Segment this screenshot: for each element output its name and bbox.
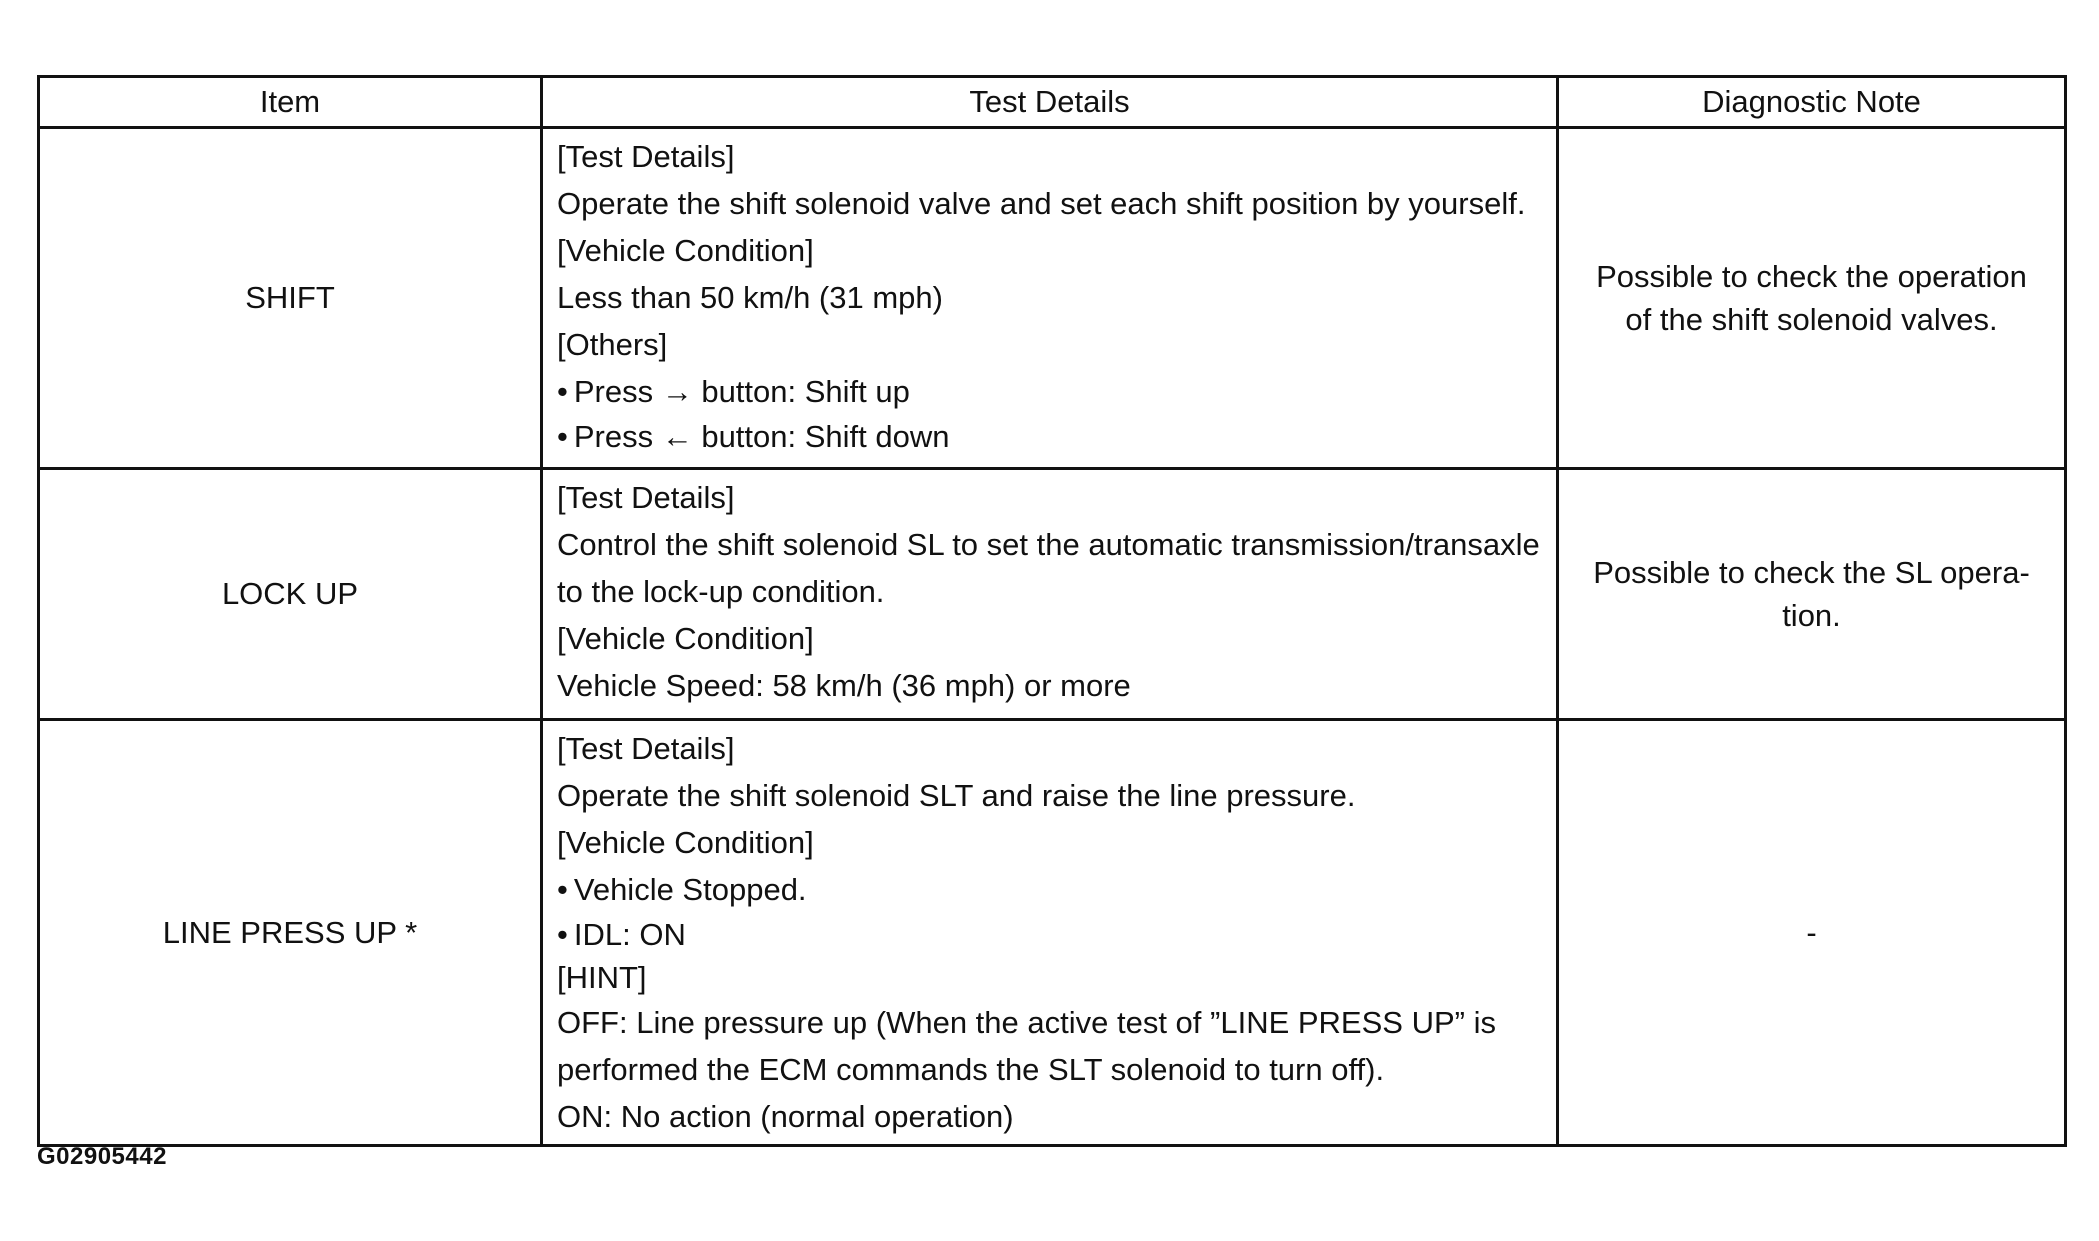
header-test-details: Test Details	[542, 77, 1558, 128]
item-cell-line-press-up: LINE PRESS UP *	[39, 720, 542, 1146]
details-line: Operate the shift solenoid valve and set each shift position by yourself.	[557, 186, 1526, 221]
details-bullet-line: • Press → button: Shift up	[557, 368, 1542, 415]
note-cell-shift: Possible to check the operation of the shift solenoid valves.	[1558, 128, 2066, 469]
details-line: to the lock-up condition.	[557, 574, 885, 609]
header-diagnostic-note: Diagnostic Note	[1558, 77, 2066, 128]
details-line: Less than 50 km/h (31 mph)	[557, 280, 943, 315]
item-cell-lock-up: LOCK UP	[39, 469, 542, 720]
details-line: [Others]	[557, 327, 668, 362]
table-row	[39, 720, 2066, 1146]
details-line: Control the shift solenoid SL to set the automatic transmission/transaxle	[557, 527, 1540, 562]
details-cell-line-press-up	[542, 720, 1558, 1146]
details-line: performed the ECM commands the SLT solenoid to turn off).	[557, 1052, 1385, 1087]
details-line: [Test Details]	[557, 139, 735, 174]
note-cell-line-press-up: -	[1558, 720, 2066, 1146]
details-bullet-line: • Press ← button: Shift down	[557, 415, 1542, 458]
details-line: [Test Details]	[557, 480, 735, 515]
figure-code: G02905442	[37, 1143, 167, 1170]
table-header-row	[39, 77, 2066, 128]
details-cell-lock-up	[542, 469, 1558, 720]
details-line: [Vehicle Condition]	[557, 825, 814, 860]
details-line: Vehicle Speed: 58 km/h (36 mph) or more	[557, 668, 1131, 703]
test-details-table	[37, 75, 2067, 1147]
item-cell-shift: SHIFT	[39, 128, 542, 469]
details-line: OFF: Line pressure up (When the active test of ”LINE PRESS UP” is	[557, 1005, 1496, 1040]
note-cell-lock-up: Possible to check the SL opera- tion.	[1558, 469, 2066, 720]
details-line: [Test Details]	[557, 731, 735, 766]
details-line: [Vehicle Condition]	[557, 233, 814, 268]
details-cell-shift	[542, 128, 1558, 469]
details-line: [Vehicle Condition]	[557, 621, 814, 656]
details-line: [HINT]	[557, 960, 647, 995]
table-row	[39, 469, 2066, 720]
details-bullet-line: • Vehicle Stopped.	[557, 866, 1542, 913]
header-item: Item	[39, 77, 542, 128]
details-line: Operate the shift solenoid SLT and raise the line pressure.	[557, 778, 1356, 813]
details-bullet-line: • IDL: ON	[557, 913, 1542, 956]
details-line: ON: No action (normal operation)	[557, 1099, 1014, 1134]
table-row	[39, 128, 2066, 469]
